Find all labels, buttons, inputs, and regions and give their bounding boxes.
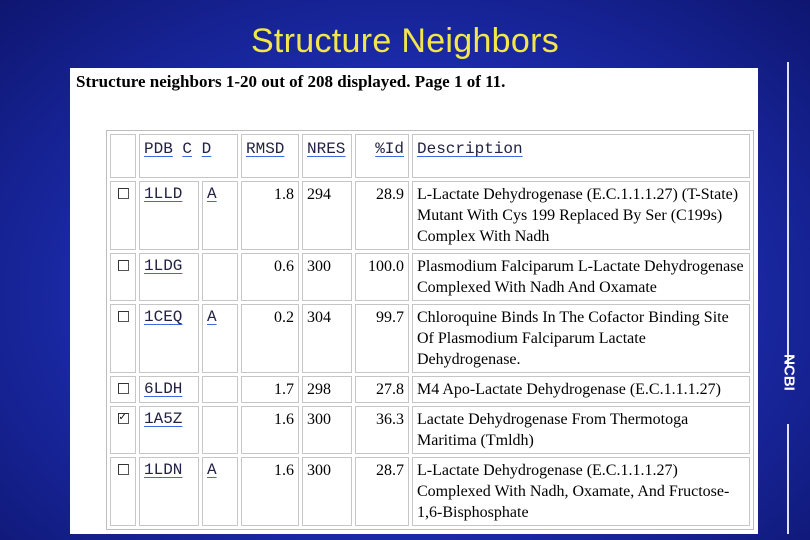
select-cell: [110, 181, 136, 250]
pdb-cell: [139, 181, 199, 250]
rmsd-cell: 1.8: [241, 181, 299, 250]
header-cell-pdb-c-d: [139, 134, 238, 178]
description-cell: Plasmodium Falciparum L-Lactate Dehydrogenase Complexed With Nadh And Oxamate: [412, 253, 750, 301]
select-cell: [110, 253, 136, 301]
identity-cell: 100.0: [355, 253, 409, 301]
header-cell-id: [355, 134, 409, 178]
chain-cell: [202, 304, 238, 373]
chain-cell: [202, 181, 238, 250]
select-checkbox[interactable]: [118, 311, 129, 322]
table-row: [110, 457, 750, 526]
pdb-cell: [139, 253, 199, 301]
nres-cell: 294: [302, 181, 352, 250]
select-cell: [110, 376, 136, 403]
chain-cell: [202, 457, 238, 526]
table-header-row: [110, 134, 750, 178]
description-cell: L-Lactate Dehydrogenase (E.C.1.1.1.27) Complexed With Nadh, Oxamate, And Fructose-1,6-Bisphosphate: [412, 457, 750, 526]
pdb-link[interactable]: 1LDG: [144, 257, 183, 275]
table-row: [110, 181, 750, 250]
identity-cell: 28.7: [355, 457, 409, 526]
rmsd-cell: 0.2: [241, 304, 299, 373]
header-rmsd-link[interactable]: RMSD: [246, 140, 285, 158]
chain-cell: [202, 376, 238, 403]
pdb-cell: [139, 457, 199, 526]
pdb-link[interactable]: 1LLD: [144, 185, 183, 203]
ncbi-label: NCBI: [780, 354, 798, 391]
pdb-link[interactable]: 6LDH: [144, 380, 183, 398]
pdb-cell: [139, 304, 199, 373]
select-cell: [110, 406, 136, 454]
chain-link[interactable]: A: [207, 185, 217, 203]
side-divider-top: [787, 62, 789, 367]
rmsd-cell: 1.6: [241, 406, 299, 454]
rmsd-cell: 1.7: [241, 376, 299, 403]
description-cell: Chloroquine Binds In The Cofactor Binding Site Of Plasmodium Falciparum Lactate Dehydrogenase.: [412, 304, 750, 373]
identity-cell: 27.8: [355, 376, 409, 403]
header-nres-link[interactable]: NRES: [307, 140, 346, 158]
chain-cell: [202, 253, 238, 301]
header-id-link[interactable]: %Id: [375, 140, 404, 158]
pdb-link[interactable]: 1A5Z: [144, 410, 183, 428]
identity-cell: 28.9: [355, 181, 409, 250]
results-summary: Structure neighbors 1-20 out of 208 displayed. Page 1 of 11.: [76, 72, 506, 91]
select-cell: [110, 457, 136, 526]
table-row: [110, 253, 750, 301]
nres-cell: 300: [302, 406, 352, 454]
description-cell: Lactate Dehydrogenase From Thermotoga Maritima (Tmldh): [412, 406, 750, 454]
select-checkbox[interactable]: [118, 383, 129, 394]
header-description-link[interactable]: Description: [417, 140, 523, 158]
pdb-cell: [139, 376, 199, 403]
rmsd-cell: 1.6: [241, 457, 299, 526]
table-row: [110, 406, 750, 454]
pdb-link[interactable]: 1LDN: [144, 461, 183, 479]
identity-cell: 99.7: [355, 304, 409, 373]
header-cell-nres: [302, 134, 352, 178]
chain-cell: [202, 406, 238, 454]
header-cell-rmsd: [241, 134, 299, 178]
select-checkbox[interactable]: [118, 260, 129, 271]
nres-cell: 300: [302, 253, 352, 301]
side-divider-bottom: [787, 424, 789, 534]
nres-cell: 304: [302, 304, 352, 373]
description-cell: L-Lactate Dehydrogenase (E.C.1.1.1.27) (T-State) Mutant With Cys 199 Replaced By Ser (C199s) Complex With Nadh: [412, 181, 750, 250]
table-row: [110, 304, 750, 373]
results-panel: [70, 68, 758, 534]
nres-cell: 298: [302, 376, 352, 403]
pdb-cell: [139, 406, 199, 454]
select-checkbox[interactable]: [118, 413, 129, 424]
select-cell: [110, 304, 136, 373]
chain-link[interactable]: A: [207, 461, 217, 479]
select-checkbox[interactable]: [118, 464, 129, 475]
nres-cell: 300: [302, 457, 352, 526]
neighbors-table: [106, 130, 754, 530]
chain-link[interactable]: A: [207, 308, 217, 326]
select-checkbox[interactable]: [118, 188, 129, 199]
pdb-link[interactable]: 1CEQ: [144, 308, 183, 326]
header-pdb-link[interactable]: PDB: [144, 140, 173, 158]
header-c-link[interactable]: C: [182, 140, 193, 158]
description-cell: M4 Apo-Lactate Dehydrogenase (E.C.1.1.1.27): [412, 376, 750, 403]
header-d-link[interactable]: D: [201, 140, 212, 158]
header-select-cell: [110, 134, 136, 178]
slide-title: Structure Neighbors: [250, 22, 560, 60]
table-row: [110, 376, 750, 403]
identity-cell: 36.3: [355, 406, 409, 454]
checkmark-icon: ✓: [118, 412, 127, 423]
rmsd-cell: 0.6: [241, 253, 299, 301]
header-cell-description: [412, 134, 750, 178]
